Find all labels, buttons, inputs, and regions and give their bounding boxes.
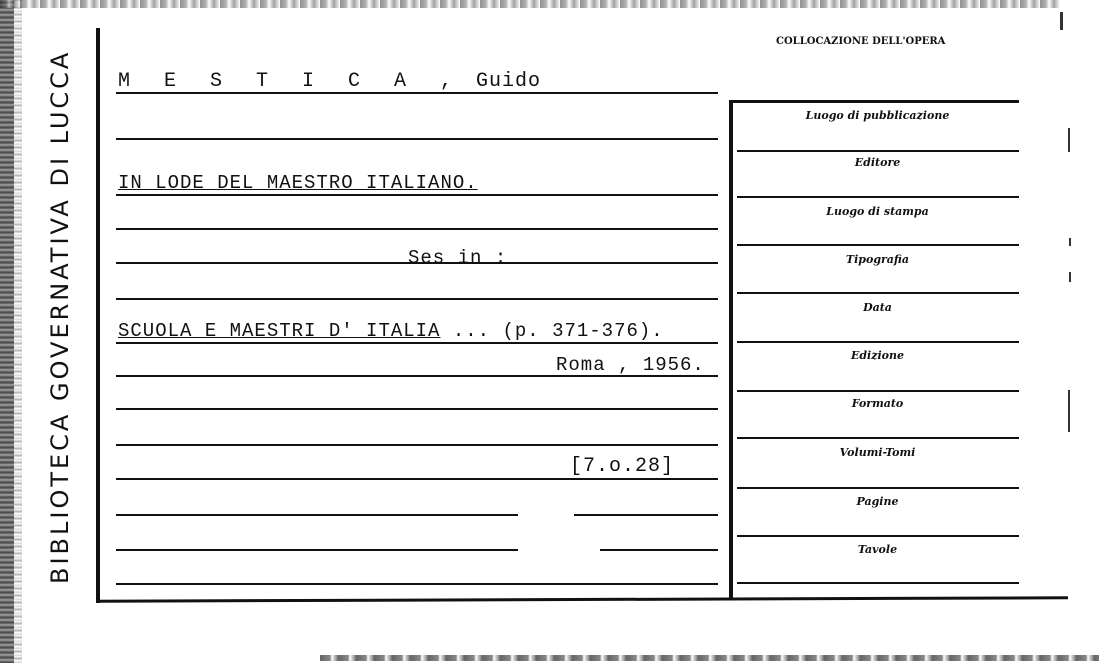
- rule-line: [116, 583, 718, 585]
- field-luogo-stampa: Luogo di stampa: [826, 205, 929, 218]
- source-line: [118, 320, 664, 342]
- rule-line: [116, 298, 718, 300]
- column-top-border: [729, 100, 1019, 103]
- field-edizione: Edizione: [850, 349, 904, 362]
- scan-speck: [1068, 390, 1070, 432]
- in-label: Ses in :: [408, 247, 508, 269]
- field-rule: [737, 582, 1019, 584]
- frame-bottom-border: [96, 596, 1068, 602]
- source-pages: ... (p. 371-376).: [452, 320, 664, 342]
- scan-edge-bottom: [320, 655, 1099, 661]
- institution-name: BIBLIOTECA GOVERNATIVA DI LUCCA: [46, 49, 74, 585]
- author-given-name: Guido: [476, 70, 542, 93]
- author-line: [118, 70, 541, 93]
- work-title: IN LODE DEL MAESTRO ITALIANO.: [118, 172, 478, 194]
- source-title: SCUOLA E MAESTRI D' ITALIA: [118, 320, 441, 342]
- rule-line: [116, 228, 718, 230]
- field-data: Data: [863, 301, 892, 314]
- field-tipografia: Tipografia: [845, 253, 910, 266]
- field-rule: [737, 341, 1019, 343]
- rule-line: [116, 549, 518, 551]
- rule-line: [116, 478, 718, 480]
- rule-line: [600, 549, 718, 551]
- field-editore: Editore: [854, 156, 901, 169]
- field-rule: [737, 437, 1019, 439]
- field-rule: [737, 244, 1019, 246]
- scan-speck: [1068, 128, 1070, 152]
- field-luogo-pubblicazione: Luogo di pubblicazione: [805, 109, 950, 122]
- scan-edge-left: [0, 0, 14, 663]
- rule-line: [116, 514, 518, 516]
- rule-line: [574, 514, 718, 516]
- author-surname: M E S T I C A ,: [118, 70, 464, 93]
- field-formato: Formato: [851, 397, 904, 410]
- collocazione-header: COLLOCAZIONE DELL'OPERA: [776, 36, 946, 47]
- rule-line: [116, 342, 718, 344]
- field-rule: [737, 390, 1019, 392]
- field-rule: [737, 535, 1019, 537]
- frame-left-border: [96, 28, 100, 603]
- field-rule: [737, 487, 1019, 489]
- field-volumi-tomi: Volumi-Tomi: [839, 446, 916, 459]
- column-divider: [729, 100, 733, 600]
- rule-line: [116, 444, 718, 446]
- field-pagine: Pagine: [856, 495, 899, 508]
- publication-info: Roma , 1956.: [556, 354, 705, 376]
- rule-line: [116, 138, 718, 140]
- scan-speck: [1069, 272, 1071, 282]
- field-rule: [737, 150, 1019, 152]
- scan-speck: [1069, 238, 1071, 246]
- field-tavole: Tavole: [857, 543, 898, 556]
- scan-edge-top: [0, 0, 1060, 8]
- rule-line: [116, 408, 718, 410]
- rule-line: [116, 194, 718, 196]
- field-rule: [737, 292, 1019, 294]
- scan-speck: [1060, 12, 1063, 30]
- field-rule: [737, 196, 1019, 198]
- shelfmark: [7.o.28]: [570, 455, 675, 478]
